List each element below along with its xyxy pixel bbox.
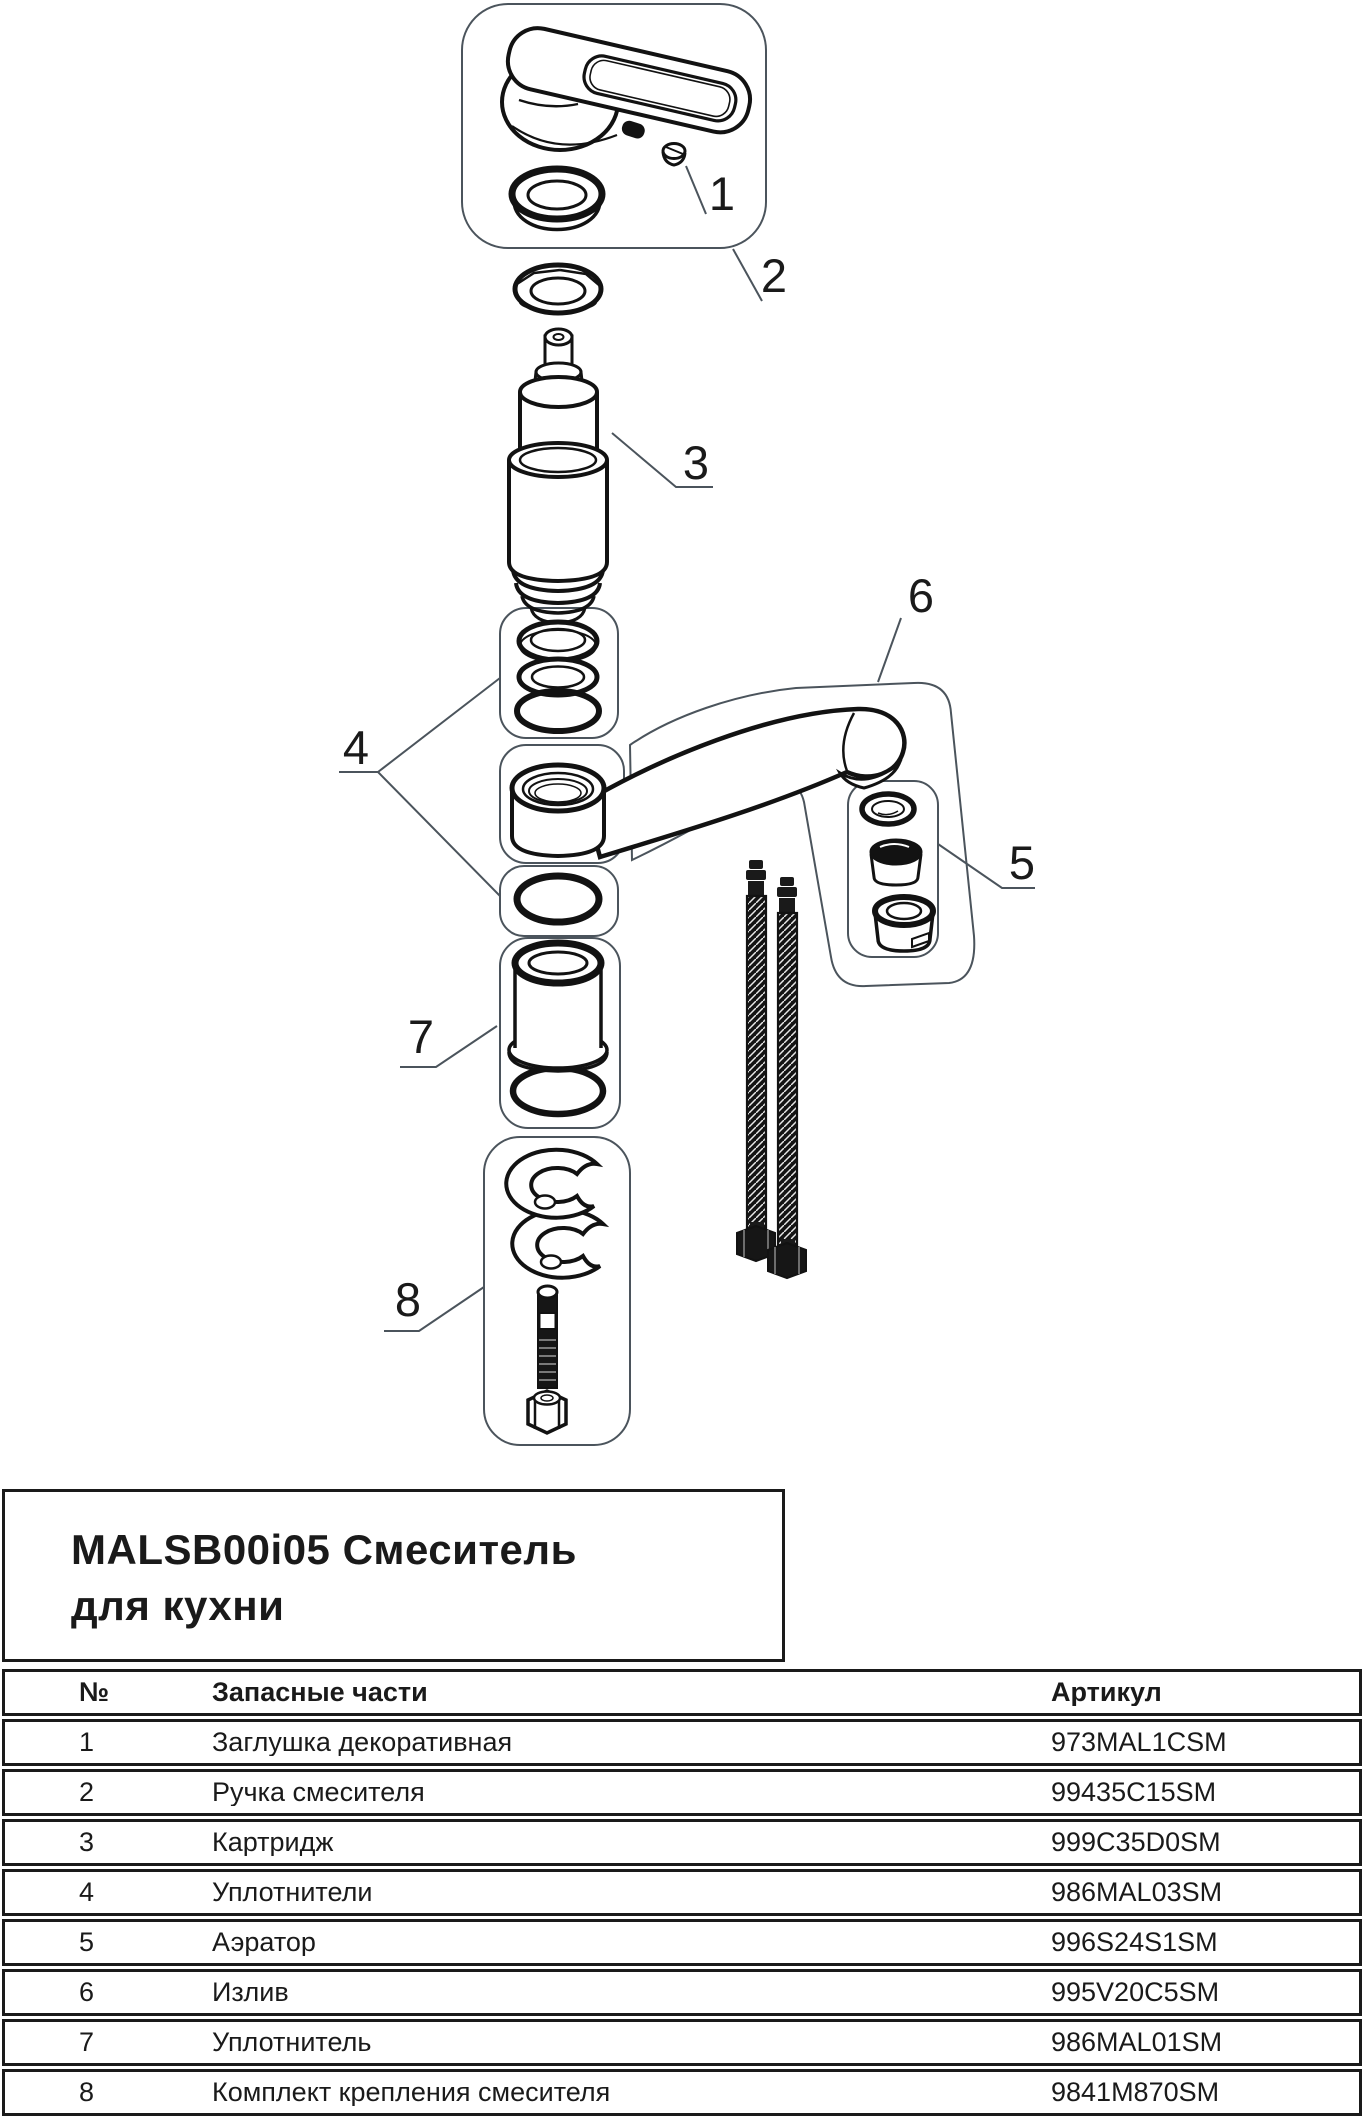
cartridge-drawing: [509, 329, 607, 623]
table-row: [2, 1769, 1362, 1816]
callout-labels: [343, 167, 1035, 1326]
row-article: 999C35D0SM: [1051, 1829, 1221, 1856]
leader-2: [733, 249, 762, 301]
table-row: [2, 2019, 1362, 2066]
row-num: 7: [79, 2029, 95, 2056]
row-name: Аэратор: [212, 1929, 316, 1956]
leader-lines: [339, 166, 1035, 1331]
base-oring-drawing: [517, 876, 599, 922]
row-article: 9841M870SM: [1051, 2079, 1220, 2106]
row-name: Комплект крепления смесителя: [212, 2079, 611, 2106]
callout-label-5: 5: [1008, 836, 1036, 889]
row-name: Заглушка декоративная: [212, 1729, 513, 1756]
row-name: Излив: [212, 1979, 289, 2006]
row-article: 99435C15SM: [1051, 1779, 1217, 1806]
table-row: [2, 1869, 1362, 1916]
row-article: 995V20C5SM: [1051, 1979, 1220, 2006]
callout-label-1: 1: [708, 167, 736, 220]
parts-table: [2, 1669, 1362, 2116]
row-num: 8: [79, 2079, 95, 2106]
callout-label-4: 4: [342, 721, 370, 774]
table-row: [2, 1719, 1362, 1766]
row-num: 4: [79, 1879, 95, 1906]
row-article: 996S24S1SM: [1051, 1929, 1218, 1956]
row-num: 2: [79, 1779, 95, 1806]
row-num: 5: [79, 1929, 95, 1956]
aerator-drawing: [862, 794, 933, 951]
hose-left: [737, 860, 775, 1261]
handle-lever-drawing: [502, 22, 756, 150]
callout-label-6: 6: [907, 569, 935, 622]
header-article: Артикул: [1051, 1679, 1162, 1706]
row-article: 986MAL03SM: [1051, 1879, 1223, 1906]
decorative-plug-screw: [663, 144, 685, 166]
row-num: 3: [79, 1829, 95, 1856]
handle-pin: [620, 119, 647, 140]
leader-6: [878, 618, 901, 682]
table-row: [2, 1969, 1362, 2016]
row-name: Картридж: [212, 1829, 334, 1856]
callout-label-2: 2: [760, 249, 788, 302]
mounting-kit-drawing: [506, 1150, 603, 1433]
upper-seals-drawing: [517, 622, 599, 731]
product-title-line2: для кухни: [71, 1582, 285, 1629]
handle-ring-cap: [512, 169, 602, 230]
callout-label-3: 3: [682, 436, 710, 489]
retaining-nut: [515, 265, 601, 313]
callout-label-8: 8: [394, 1273, 422, 1326]
row-name: Уплотнители: [212, 1879, 373, 1906]
row-article: 986MAL01SM: [1051, 2029, 1223, 2056]
leader-1: [686, 166, 706, 214]
row-num: 6: [79, 1979, 95, 2006]
base-seal-drawing: [509, 943, 607, 1114]
mounting-stud: [538, 1286, 557, 1388]
table-row: [2, 1819, 1362, 1866]
leader-4: [339, 678, 500, 896]
row-name: Уплотнитель: [212, 2029, 372, 2056]
product-title-line1: MALSB00i05 Смеситель: [71, 1526, 577, 1573]
table-row: [2, 1919, 1362, 1966]
callout-label-7: 7: [407, 1010, 435, 1063]
row-num: 1: [79, 1729, 95, 1756]
header-name: Запасные части: [212, 1679, 428, 1706]
row-article: 973MAL1CSM: [1051, 1729, 1227, 1756]
faucet-body-drawing: [512, 765, 604, 856]
header-num: №: [79, 1679, 110, 1706]
hose-right: [768, 877, 806, 1278]
row-name: Ручка смесителя: [212, 1779, 425, 1806]
product-info-box: [2, 1489, 785, 1662]
mounting-nut: [528, 1391, 566, 1433]
table-header-row: [2, 1669, 1362, 1716]
spout-drawing: [585, 709, 904, 857]
table-row: [2, 2069, 1362, 2116]
flex-hoses-drawing: [737, 860, 806, 1278]
